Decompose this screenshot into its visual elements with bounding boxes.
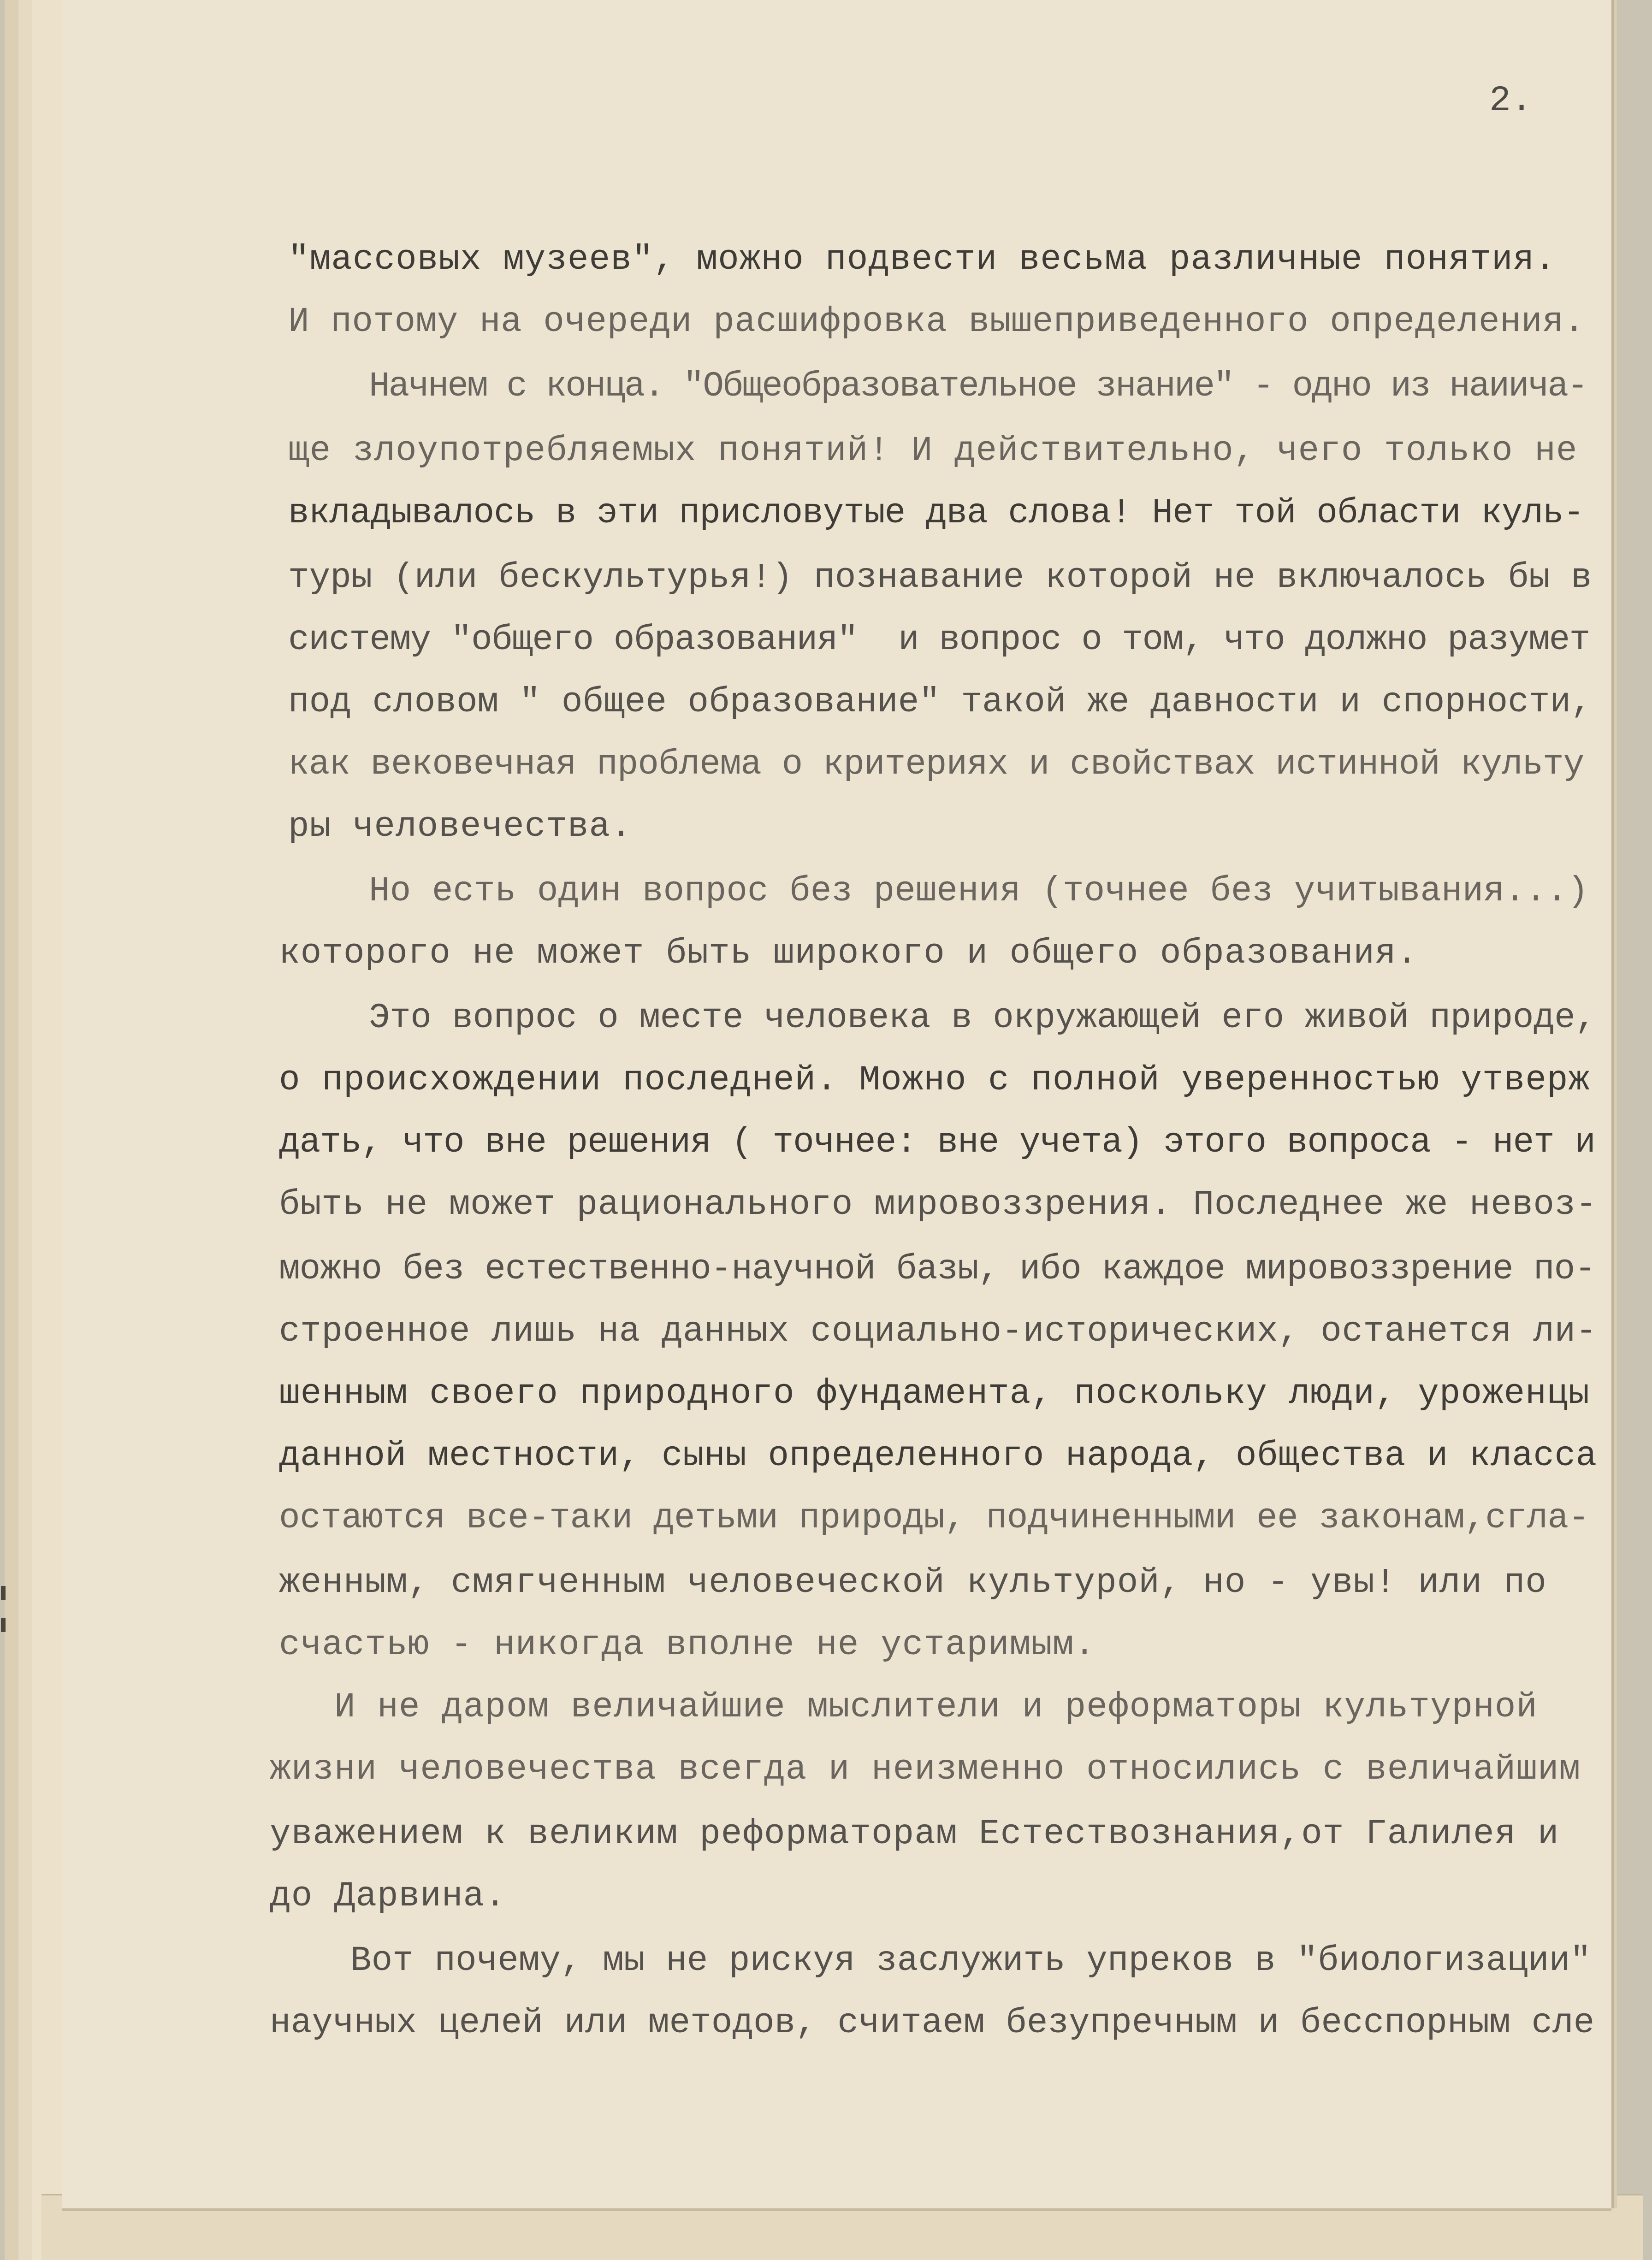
text-line: Начнем с конца. "Общеобразовательное знание" - одно из наиича-: [369, 367, 1587, 406]
text-line: строенное лишь на данных социально-исторических, останется ли-: [279, 1312, 1597, 1351]
text-line: о происхождении последней. Можно с полной уверенностью утверж: [279, 1060, 1590, 1100]
text-line: туры (или бескультурья!) познавание которой не включалось бы в: [288, 558, 1592, 598]
text-line: дать, что вне решения ( точнее: вне учета) этого вопроса - нет и: [279, 1123, 1595, 1162]
typewritten-page: [62, 0, 1611, 2208]
text-line: вкладывалось в эти присловутые два слова! Нет той области куль-: [288, 493, 1584, 533]
text-line: счастью - никогда вполне не устаримым.: [279, 1625, 1096, 1665]
text-line: Вот почему, мы не рискуя заслужить упреков в "биологизации": [350, 1941, 1591, 1981]
text-line: остаются все-таки детьми природы, подчиненными ее законам,сгла-: [279, 1498, 1589, 1538]
binding-mark: [1, 1586, 6, 1600]
text-line: которого не может быть широкого и общего образования.: [279, 934, 1418, 973]
text-line: как вековечная проблема о критериях и свойствах истинной культу: [288, 745, 1584, 784]
text-line: Но есть один вопрос без решения (точнее без учитывания...): [369, 871, 1589, 911]
text-line: ще злоупотребляемых понятий! И действительно, чего только не: [288, 431, 1578, 471]
text-line: можно без естественно-научной базы, ибо каждое мировоззрение по-: [279, 1249, 1595, 1289]
page-number: 2.: [1489, 81, 1533, 121]
text-line: систему "общего образования" и вопрос о том, что должно разумет: [288, 620, 1590, 660]
text-line: Это вопрос о месте человека в окружающей его живой природе,: [369, 998, 1596, 1038]
text-line: уважением к великим реформаторам Естествознания,от Галилея и: [270, 1814, 1559, 1854]
binding-mark: [1, 1618, 6, 1632]
text-line: ры человечества.: [288, 807, 632, 846]
text-line: быть не может рационального мировоззрения. Последнее же невоз-: [279, 1185, 1597, 1225]
text-line: жизни человечества всегда и неизменно относились с величайшим: [270, 1750, 1581, 1789]
text-line: И потому на очереди расшифровка вышеприведенного определения.: [288, 302, 1585, 342]
text-line: данной местности, сыны определенного народа, общества и класса: [279, 1436, 1597, 1476]
text-line: "массовых музеев", можно подвести весьма различные понятия.: [288, 240, 1556, 279]
text-line: под словом " общее образование" такой же давности и спорности,: [288, 682, 1592, 722]
text-line: шенным своего природного фундамента, поскольку люди, уроженцы: [279, 1374, 1590, 1414]
text-line: научных целей или методов, считаем безупречным и бесспорным сле: [270, 2003, 1595, 2043]
text-line: женным, смягченным человеческой культурой, но - увы! или по: [279, 1563, 1547, 1603]
text-line: до Дарвина.: [270, 1876, 506, 1916]
text-line: И не даром величайшие мыслители и реформаторы культурной: [334, 1687, 1538, 1727]
